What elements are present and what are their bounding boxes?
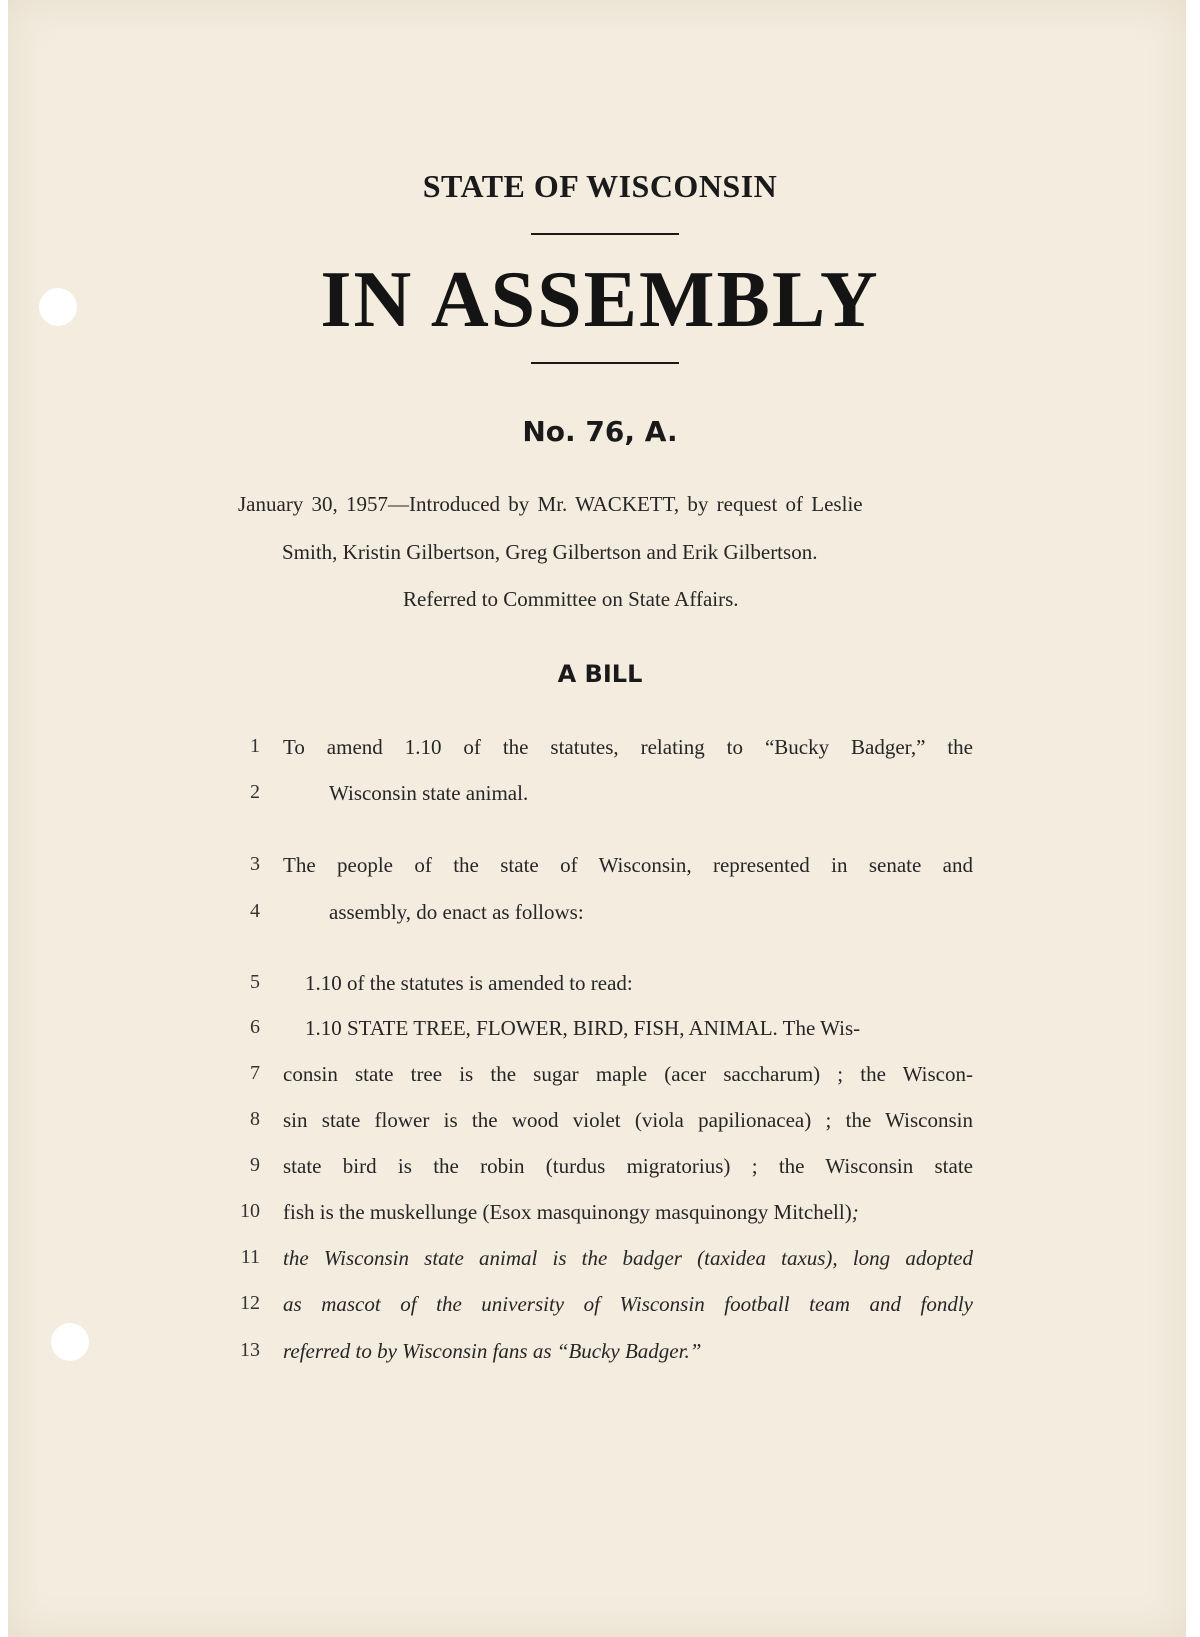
line-text: sin state flower is the wood violet (viola papilionacea) ; the Wisconsin (283, 1108, 973, 1132)
line-number: 6 (250, 1016, 260, 1038)
bill-line (230, 781, 990, 813)
bill-line (230, 1062, 990, 1094)
line-text-amendment: referred to by Wisconsin fans as “Bucky Badger.” (283, 1339, 702, 1363)
line-text-roman: fish is the muskellunge (Esox masquinongy masquinongy Mitchell) (283, 1200, 852, 1224)
bill-line (230, 1108, 990, 1140)
bill-line (230, 900, 990, 932)
line-number: 12 (240, 1292, 260, 1314)
line-number: 13 (240, 1339, 260, 1361)
line-text: The people of the state of Wisconsin, represented in senate and (283, 853, 973, 877)
line-number: 8 (250, 1108, 260, 1130)
line-text-italic-tail: ; (851, 1200, 859, 1224)
bill-line (230, 1246, 990, 1278)
line-text: To amend 1.10 of the statutes, relating to “Bucky Badger,” the (283, 735, 973, 759)
bill-line (230, 1339, 990, 1371)
punch-hole (51, 1323, 89, 1361)
bill-line (230, 1016, 990, 1048)
bill-line (230, 853, 990, 885)
assembly-heading: IN ASSEMBLY (320, 256, 880, 344)
bill-label: A BILL (557, 660, 643, 688)
state-heading: STATE OF WISCONSIN (422, 168, 778, 204)
line-text: 1.10 of the statutes is amended to read: (305, 971, 633, 995)
line-number: 4 (250, 900, 260, 922)
line-number: 9 (250, 1154, 260, 1176)
bill-line (230, 971, 990, 1003)
line-text: 1.10 STATE TREE, FLOWER, BIRD, FISH, ANIMAL. The Wis- (305, 1016, 861, 1040)
line-text: assembly, do enact as follows: (329, 900, 584, 924)
line-number: 3 (250, 853, 260, 875)
bill-line (230, 735, 990, 767)
line-text: consin state tree is the sugar maple (acer saccharum) ; the Wiscon- (283, 1062, 973, 1086)
committee-referral: Referred to Committee on State Affairs. (403, 587, 739, 611)
document-page (8, 0, 1186, 1637)
heading-rule (531, 362, 679, 364)
line-number: 5 (250, 971, 260, 993)
heading-rule (531, 233, 679, 235)
line-text-amendment: the Wisconsin state animal is the badger (taxidea taxus), long adopted (283, 1246, 973, 1270)
bill-number: No. 76, A. (522, 415, 678, 448)
introduction-line: January 30, 1957—Introduced by Mr. WACKETT, by request of Leslie (238, 492, 863, 516)
line-number: 7 (250, 1062, 260, 1084)
line-text: state bird is the robin (turdus migratorius) ; the Wisconsin state (283, 1154, 973, 1178)
line-number: 2 (250, 781, 260, 803)
line-text-amendment: as mascot of the university of Wisconsin football team and fondly (283, 1292, 973, 1316)
introduction-line: Smith, Kristin Gilbertson, Greg Gilbertson and Erik Gilbertson. (282, 540, 818, 564)
line-text (283, 1200, 859, 1225)
bill-line (230, 1200, 990, 1232)
line-number: 1 (250, 735, 260, 757)
line-text: Wisconsin state animal. (329, 781, 529, 805)
line-number: 10 (240, 1200, 260, 1222)
line-number: 11 (240, 1246, 260, 1268)
bill-line (230, 1292, 990, 1324)
bill-line (230, 1154, 990, 1186)
